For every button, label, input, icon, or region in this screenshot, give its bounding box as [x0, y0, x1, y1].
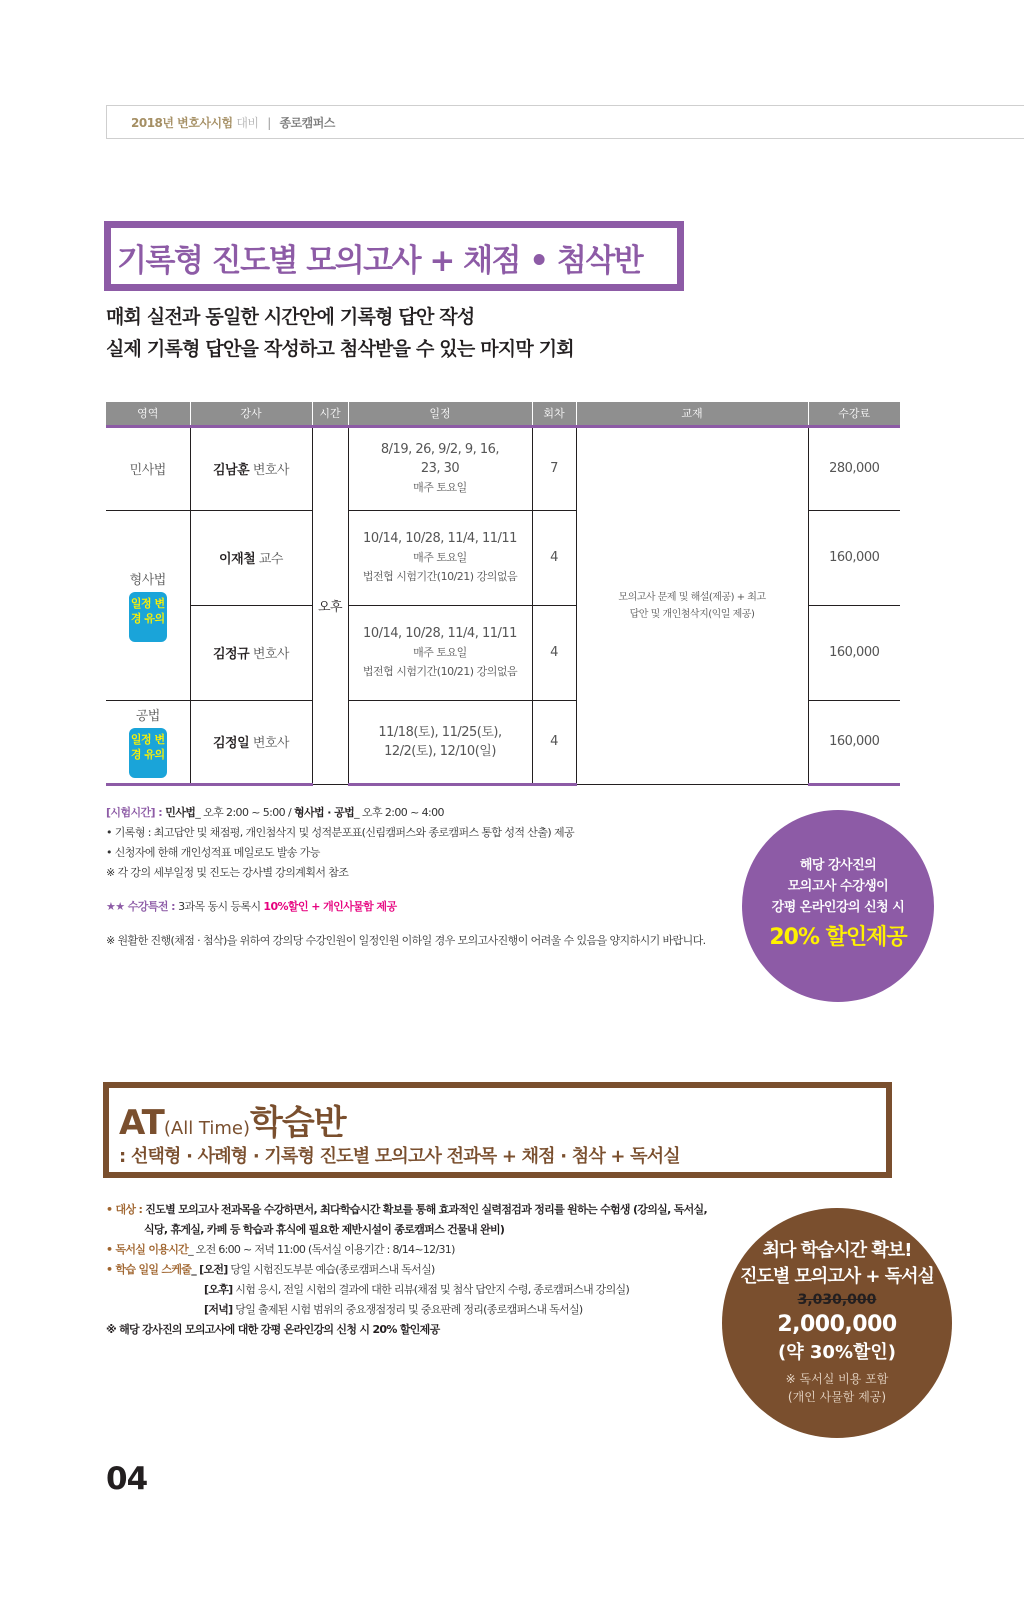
circle-discount: 20% 할인제공 — [769, 925, 907, 950]
section1-subtitle-1: 매회 실전과 동일한 시간안에 기록형 답안 작성 — [106, 306, 475, 328]
schedule-line: 11/18(토), 11/25(토), — [378, 724, 502, 740]
am-label: _ [오전] — [191, 1263, 228, 1276]
schedule-cell — [348, 510, 532, 605]
running-header — [106, 105, 1024, 139]
circle-line: 모의고사 수강생이 — [787, 879, 889, 894]
section2-notes — [106, 1200, 707, 1340]
benefit-line — [106, 897, 706, 917]
criminal-label: 형사법 · 공법 — [293, 806, 355, 819]
schedule-cell — [348, 605, 532, 700]
area-public-cell — [106, 700, 190, 784]
target-line-2 — [106, 1220, 707, 1240]
exam-time-label: [시험시간] : — [106, 806, 166, 819]
discount-rate: (약 30%할인) — [778, 1342, 896, 1363]
instructor-cell — [190, 605, 312, 700]
instructor-cell — [190, 426, 312, 510]
count-cell: 4 — [532, 605, 576, 700]
benefit-label: ★★ 수강특전 : — [106, 900, 179, 913]
instructor-cell — [190, 510, 312, 605]
section2-subtitle: : 선택형 · 사례형 · 기록형 진도별 모의고사 전과목 + 채점 · 첨삭 + 독서실 — [119, 1146, 680, 1167]
header-text — [131, 114, 335, 131]
room-line — [106, 1240, 707, 1260]
instructor-name: 김남훈 — [212, 463, 250, 478]
section2-title — [119, 1095, 346, 1144]
old-price: 3,030,000 — [797, 1292, 877, 1308]
title-paren: (All Time) — [163, 1118, 251, 1139]
discount-circle — [742, 810, 934, 1002]
instructor-name: 김정규 — [212, 647, 250, 662]
room-label: • 독서실 이용시간 — [106, 1243, 189, 1256]
target-label: • 대상 : — [106, 1203, 146, 1216]
header-suffix: 대비 — [236, 116, 259, 130]
table-row — [106, 426, 900, 510]
schedule-line-pm — [106, 1280, 707, 1300]
circle-line: 강평 온라인강의 신청 시 — [771, 900, 905, 915]
daily-schedule-label: • 학습 일일 스케줄 — [106, 1263, 192, 1276]
circle2-line2: 진도별 모의고사 + 독서실 — [740, 1266, 934, 1287]
count-cell: 7 — [532, 426, 576, 510]
schedule-line: 매주 토요일 — [413, 551, 467, 564]
schedule-table — [106, 402, 900, 786]
new-price: 2,000,000 — [777, 1312, 897, 1337]
warning-note: ※ 원활한 진행(채점 · 첨삭)을 위하여 강의당 수강인원이 일정인원 이하일 경우 모의고사진행이 어려울 수 있음을 양지하시기 바랍니다. — [106, 934, 706, 947]
area-public: 공법 — [135, 709, 160, 724]
col-header-schedule: 일정 — [348, 402, 532, 426]
target-text: 진도별 모의고사 전과목을 수강하면서, 최다학습시간 확보를 통해 효과적인 실력점검과 정리를 원하는 수험생 (강의실, 독서실, — [145, 1203, 707, 1216]
instructor-title: 변호사 — [252, 647, 289, 662]
page-number: 04 — [106, 1461, 148, 1497]
col-header-count: 회차 — [532, 402, 576, 426]
schedule-line-am — [106, 1260, 707, 1280]
col-header-fee: 수강료 — [808, 402, 900, 426]
circle-line: 해당 강사진의 — [799, 858, 877, 873]
circle2-line1: 최다 학습시간 확보! — [762, 1240, 912, 1261]
footnote-text: ※ 해당 강사진의 모의고사에 대한 강평 온라인강의 신청 시 20% 할인제공 — [106, 1323, 440, 1336]
instructor-name: 이재철 — [219, 552, 256, 567]
col-header-textbook: 교재 — [576, 402, 808, 426]
schedule-line-evening — [106, 1300, 707, 1320]
schedule-line: 매주 토요일 — [413, 481, 467, 494]
schedule-line: 12/2(토), 12/10(일) — [384, 743, 496, 759]
fee-cell: 160,000 — [808, 605, 900, 700]
schedule-line: 8/19, 26, 9/2, 9, 16, — [380, 442, 500, 457]
time-cell: 오후 — [312, 426, 348, 784]
pm-label: [오후] — [204, 1283, 233, 1296]
area-criminal: 형사법 — [129, 572, 166, 588]
note-bullet: ※ 각 강의 세부일정 및 진도는 강사별 강의계획서 참조 — [106, 866, 349, 879]
section1-subtitle-2: 실제 기록형 답안을 작성하고 첨삭받을 수 있는 마지막 기회 — [106, 338, 574, 360]
schedule-line: 법전협 시험기간(10/21) 강의없음 — [362, 665, 518, 678]
pm-text: 시험 응시, 전일 시험의 결과에 대한 리뷰(채점 및 첨삭 답안지 수령, 종로캠퍼스내 강의실) — [232, 1283, 630, 1296]
fee-cell: 160,000 — [808, 700, 900, 784]
count-cell: 4 — [532, 510, 576, 605]
section2-footnote — [106, 1320, 707, 1340]
circle2-note2: (개인 사물함 제공) — [787, 1390, 887, 1404]
schedule-line: 10/14, 10/28, 11/4, 11/11 — [363, 626, 517, 641]
instructor-name: 김정일 — [212, 736, 250, 751]
title-rest: 학습반 — [250, 1103, 346, 1143]
schedule-line: 매주 토요일 — [413, 646, 467, 659]
civil-label: 민사법 — [165, 806, 196, 819]
am-text: 당일 시험진도부분 예습(종로캠퍼스내 독서실) — [227, 1263, 435, 1276]
schedule-cell — [348, 426, 532, 510]
note-bullet: • 기록형 : 최고답안 및 채점평, 개인첨삭지 및 성적분포표(신림캠퍼스와 종로캠퍼스 통합 성적 산출) 제공 — [106, 826, 574, 839]
evening-label: [저녁] — [204, 1303, 233, 1316]
count-cell: 4 — [532, 700, 576, 784]
schedule-line: 23, 30 — [420, 461, 460, 476]
target-text-2: 식당, 휴게실, 카페 등 학습과 휴식에 필요한 제반시설이 종로캠퍼스 건물내 완비) — [144, 1223, 505, 1236]
schedule-cell — [348, 700, 532, 784]
section1-notes — [106, 803, 706, 951]
room-text: _ 오전 6:00 ~ 저녁 11:00 (독서실 이용기간 : 8/14~12/31) — [188, 1243, 455, 1256]
schedule-change-badge: 일정 변경 유의 — [129, 592, 167, 642]
instructor-title: 교수 — [258, 552, 283, 567]
header-exam: 2018년 변호사시험 — [131, 116, 233, 130]
area-criminal-cell — [106, 510, 190, 700]
table-header-row — [106, 402, 900, 426]
circle2-note1: ※ 독서실 비용 포함 — [785, 1372, 889, 1386]
evening-text: 당일 출제된 시험 범위의 중요쟁점정리 및 중요판례 정리(종로캠퍼스내 독서실) — [232, 1303, 583, 1316]
title-at: AT — [119, 1103, 164, 1143]
section2-title-box — [103, 1082, 892, 1178]
benefit-highlight: 10%할인 + 개인사물함 제공 — [263, 900, 397, 913]
instructor-title: 변호사 — [252, 463, 289, 478]
col-header-area: 영역 — [106, 402, 190, 426]
benefit-text: 3과목 동시 등록시 — [178, 900, 264, 913]
fee-cell: 280,000 — [808, 426, 900, 510]
exam-time-line — [106, 803, 706, 823]
instructor-cell — [190, 700, 312, 784]
area-civil: 민사법 — [106, 426, 190, 510]
textbook-cell: 모의고사 문제 및 해설(제공) + 최고답안 및 개인첨삭지(익일 제공) — [576, 426, 808, 784]
schedule-change-badge: 일정 변경 유의 — [129, 728, 167, 778]
fee-cell: 160,000 — [808, 510, 900, 605]
civil-time: _ 오후 2:00 ~ 5:00 / — [195, 806, 294, 819]
section1-title: 기록형 진도별 모의고사 + 채점 • 첨삭반 — [117, 243, 643, 279]
price-circle — [722, 1208, 952, 1438]
target-line — [106, 1200, 707, 1220]
instructor-title: 변호사 — [252, 736, 289, 751]
section1-title-box — [104, 221, 684, 291]
schedule-line: 10/14, 10/28, 11/4, 11/11 — [363, 531, 517, 546]
col-header-time: 시간 — [312, 402, 348, 426]
criminal-time: _ 오후 2:00 ~ 4:00 — [354, 806, 444, 819]
note-bullet: • 신청자에 한해 개인성적표 메일로도 발송 가능 — [106, 846, 320, 859]
schedule-line: 법전협 시험기간(10/21) 강의없음 — [362, 570, 518, 583]
col-header-instructor: 강사 — [190, 402, 312, 426]
header-separator: | — [267, 116, 271, 130]
header-campus: 종로캠퍼스 — [279, 116, 335, 130]
